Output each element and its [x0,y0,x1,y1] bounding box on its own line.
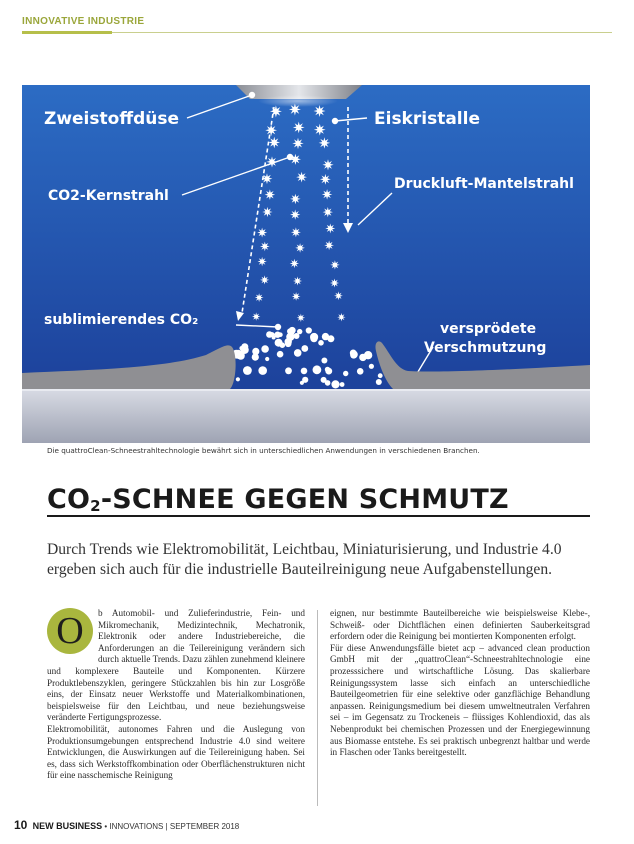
article-title [47,484,509,515]
column-divider [317,610,318,806]
title-underline [47,515,590,517]
label-dirt-line2: Verschmutzung [424,340,547,356]
footer-date: SEPTEMBER 2018 [169,822,240,831]
text-column-right [330,608,590,759]
paragraph-text: b Automobil- und Zulieferindustrie, Fein- und Mikromechanik, Medizintechnik, Mechatronik, Elektronik oder andere Industriebereiche, die Anforderungen an die Teilereinigung verändern sich durch aktuelle Trends. Dazu zählen zunehmend kleinere und komplexere Bauteile und Komponenten. Kürzere Produktlebenszyklen, geringere Stückzahlen bis hin zur Losgröße eins, der Einsatz neuer Werkstoffe und Materialkombinationen, beispielsweise für den Leichtbau, und neue beziehungsweise veränderte Fertigungsprozesse. [47,608,305,723]
magazine-name: NEW BUSINESS [32,821,103,831]
section-label: INNOVATIVE INDUSTRIE [22,16,145,27]
label-nozzle: Zweistoffdüse [44,109,180,129]
label-sublimating: sublimierendes CO₂ [44,312,199,328]
header-accent [22,31,112,34]
paragraph: Für diese Anwendungsfälle bietet acp – advanced clean production GmbH mit der „quattroClean“-Schneestrahltechnologie eine prozesssichere und wirtschaftliche Lösung. Das skalierbare Reinigungssystem lasse sich einfach an unterschiedliche Bauteilgeometrien für eine selektive oder ganzflächige Behandlung anpassen. Reinigungsmedium bei diesem umweltneutralen Verfahren sei – im Gegensatz zu Trockeneis – flüssiges Kohlendioxid, das als Nebenprodukt bei chemischen Prozessen und der Energiegewinnung aus Biomasse entstehe. Es sei praktisch unbegrenzt haltbar und werde in Flaschen oder Tanks bereitgestellt. [330,642,590,758]
article-lead: Durch Trends wie Elektromobilität, Leichtbau, Miniaturisierung, und Industrie 4.0 ergeben sich auch für die industrielle Bauteilreinigung neue Aufgabenstellungen. [47,541,562,578]
figure-caption: Die quattroClean-Schneestrahltechnologie bewährt sich in unterschiedlichen Anwendungen in verschiedenen Branchen. [47,446,480,455]
drop-cap: O [47,608,93,654]
label-dirt-line1: versprödete [440,321,537,337]
label-air-jet: Druckluft-Mantelstrahl [394,176,574,192]
title-co: CO [47,484,91,515]
footer-bullet: • [104,822,108,831]
text-column-left [47,608,305,782]
paragraph: Elektromobilität, autonomes Fahren und die Auslegung von Produktionsumgebungen entsprechend Industrie 4.0 sind weitere Entwicklungen, die Auswirkungen auf die Teilereinigung haben. Sei es, dass sich Werkstoffkombination oder Oberflächenstrukturen nicht für eine nasschemische Reinigung [47,723,305,781]
label-core-jet: CO2-Kernstrahl [48,188,169,204]
label-ice-crystals: Eiskristalle [374,109,480,129]
title-subscript: 2 [90,497,101,515]
title-rest: -SCHNEE GEGEN SCHMUTZ [100,484,509,515]
page-footer [14,818,239,832]
illustration-graphic [22,85,590,443]
paragraph: eignen, nur bestimmte Bauteilbereiche wie beispielsweise Klebe-, Schweiß- oder Dichtflächen einen definierten Sauberkeitsgrad erfordern oder die Reinigung bei montierten Komponenten erfolgt. [330,608,590,642]
footer-section: INNOVATIONS [109,822,164,831]
page-number: 10 [14,818,28,832]
section-header [22,14,612,34]
surface [22,389,590,443]
footer-separator: | [165,822,168,831]
paragraph [47,608,305,724]
snow-jet-illustration [22,85,590,443]
